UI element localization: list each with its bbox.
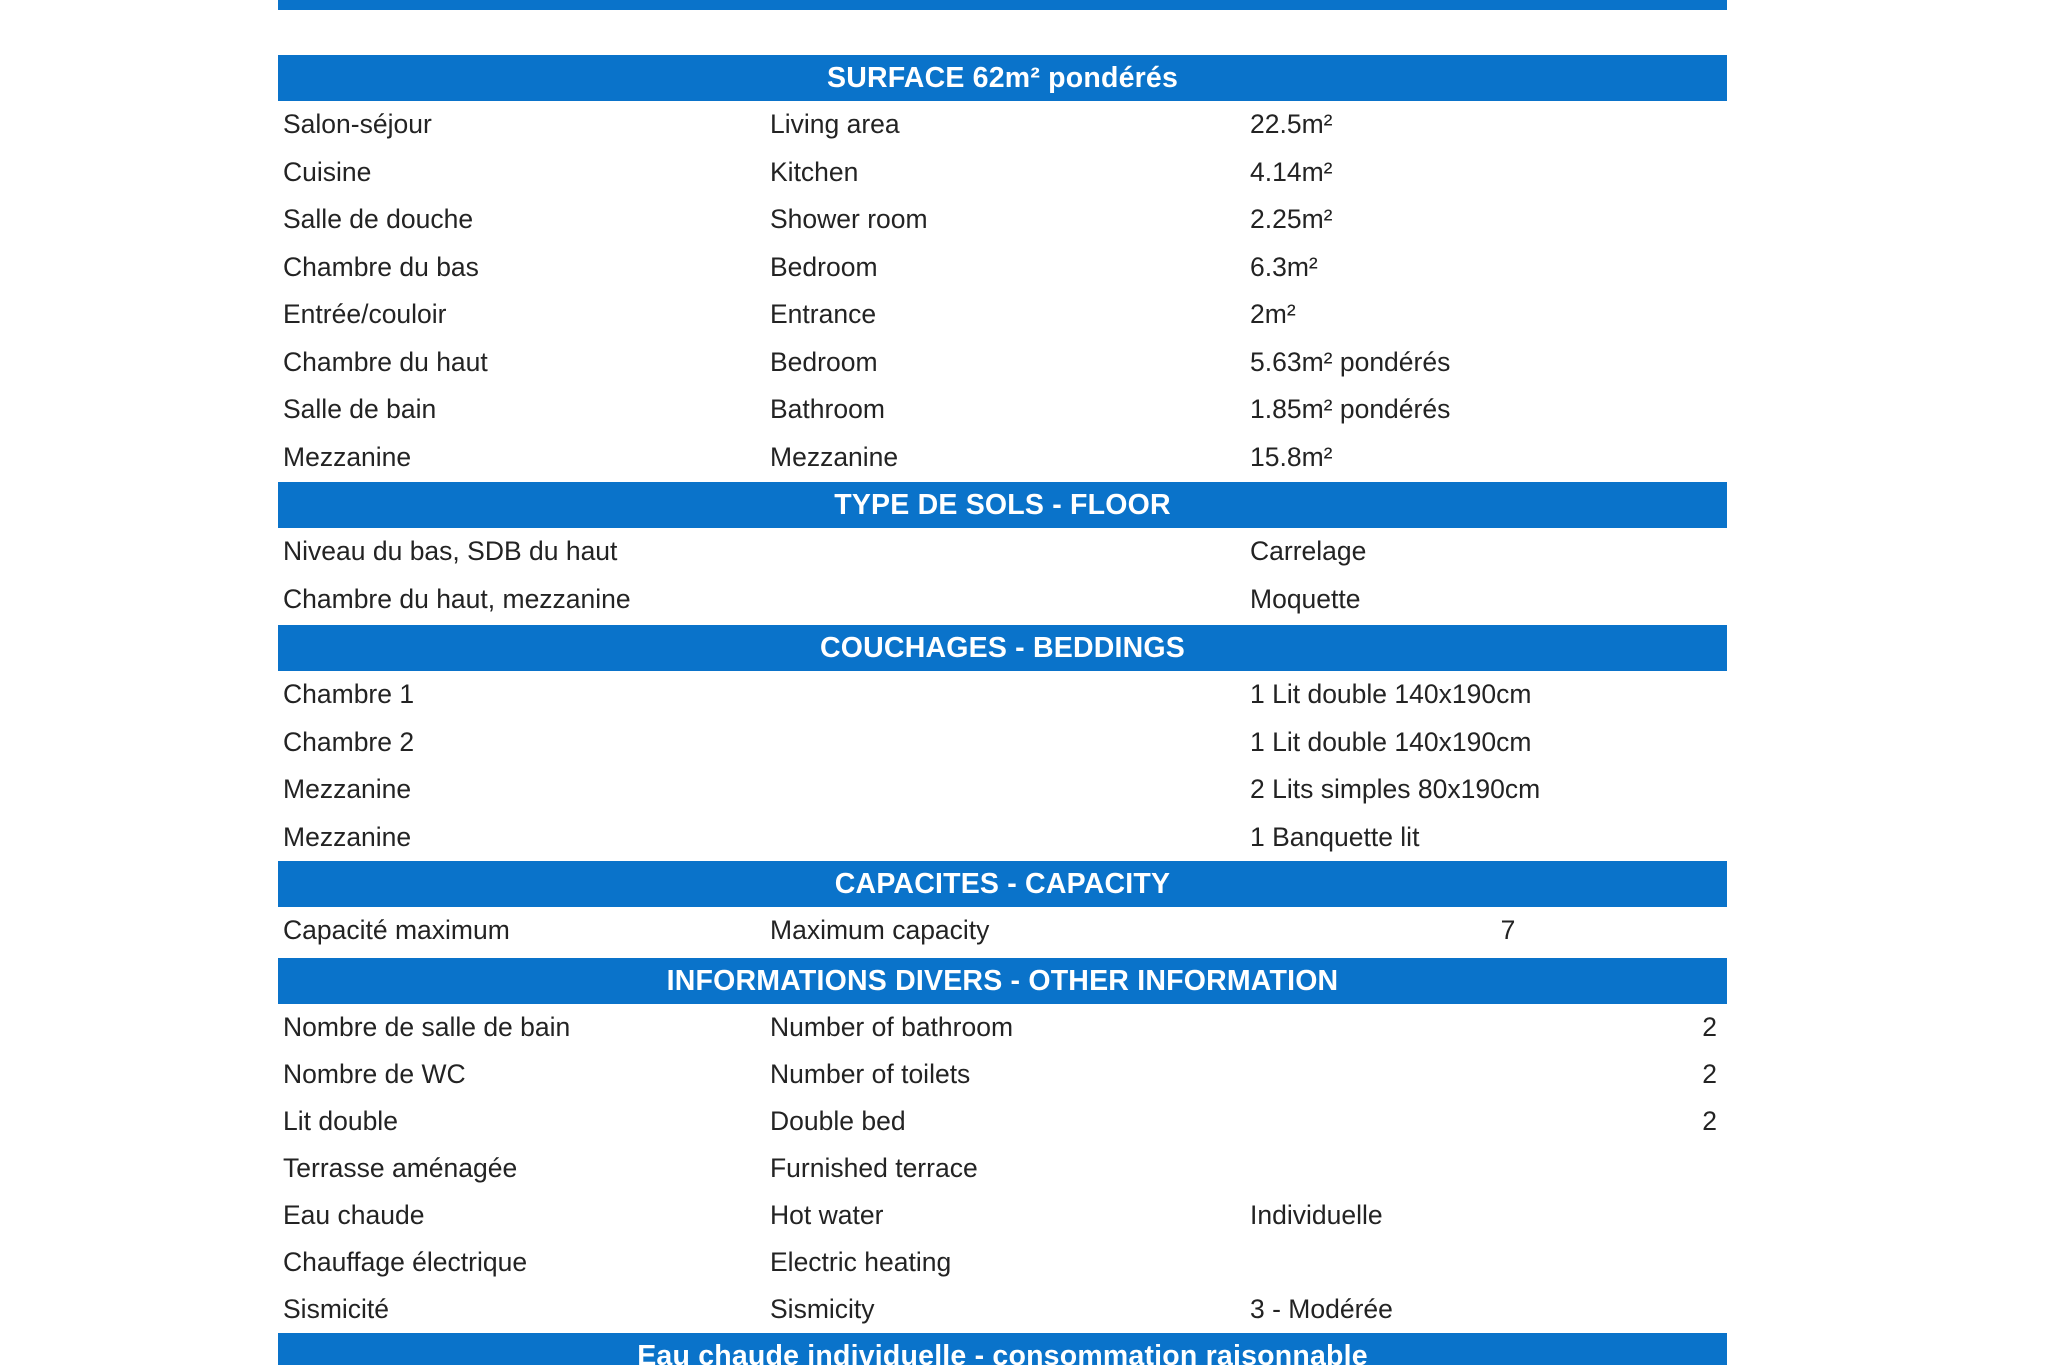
table-row <box>278 434 1727 482</box>
value: 2m² <box>1250 299 1296 329</box>
section-header-hot-water-note <box>278 1333 1727 1365</box>
label-en: Bathroom <box>770 394 885 424</box>
label-en: Sismicity <box>770 1294 875 1324</box>
table-row <box>278 1145 1727 1192</box>
label-fr: Mezzanine <box>283 821 412 852</box>
table-row <box>278 1239 1727 1286</box>
value: 1 Lit double 140x190cm <box>1250 679 1532 709</box>
table-row <box>278 814 1727 862</box>
label-en: Number of toilets <box>770 1059 971 1089</box>
label-fr: Cuisine <box>283 156 372 187</box>
section-title: TYPE DE SOLS - FLOOR <box>834 489 1171 521</box>
label-fr: Terrasse aménagée <box>283 1153 518 1183</box>
table-row <box>278 101 1727 149</box>
value: 1 Lit double 140x190cm <box>1250 726 1532 757</box>
label-fr: Eau chaude <box>283 1200 425 1230</box>
section-title: INFORMATIONS DIVERS - OTHER INFORMATION <box>666 965 1339 997</box>
capacity-rows <box>278 907 1727 955</box>
label-fr: Salle de bain <box>283 394 437 424</box>
value: 22.5m² <box>1250 109 1333 139</box>
value: 4.14m² <box>1250 156 1333 187</box>
table-row <box>278 766 1727 814</box>
label-fr: Mezzanine <box>283 774 412 804</box>
section-header-surface <box>278 55 1727 101</box>
label-en: Maximum capacity <box>770 915 990 945</box>
value: 1.85m² pondérés <box>1250 394 1451 424</box>
table-row <box>278 1098 1727 1145</box>
label-fr: Nombre de salle de bain <box>283 1012 571 1042</box>
label-en: Shower room <box>770 204 928 234</box>
table-row <box>278 576 1727 624</box>
table-row <box>278 907 1727 955</box>
section-title: CAPACITES - CAPACITY <box>834 868 1171 900</box>
label-fr: Mezzanine <box>283 441 412 472</box>
label-fr: Chambre 1 <box>283 679 415 709</box>
table-row <box>278 386 1727 434</box>
table-row <box>278 149 1727 197</box>
section-header-capacity <box>278 861 1727 907</box>
value: 5.63m² pondérés <box>1250 346 1451 377</box>
label-fr: Salle de douche <box>283 204 474 234</box>
table-row <box>278 528 1727 576</box>
top-section-bar-partial <box>278 0 1727 10</box>
value: 1 Banquette lit <box>1250 821 1420 852</box>
label-fr: Chambre du haut <box>283 346 488 377</box>
table-row <box>278 196 1727 244</box>
value: 7 <box>1500 915 1516 945</box>
label-en: Bedroom <box>770 346 878 377</box>
label-en: Double bed <box>770 1106 906 1136</box>
section-title: COUCHAGES - BEDDINGS <box>819 632 1186 664</box>
label-fr: Chambre 2 <box>283 726 415 757</box>
section-header-floor <box>278 482 1727 528</box>
label-fr: Entrée/couloir <box>283 299 447 329</box>
value: 2 <box>1702 1012 1717 1042</box>
value: 2 <box>1702 1059 1717 1089</box>
table-row <box>278 1051 1727 1098</box>
table-row <box>278 1192 1727 1239</box>
value: Individuelle <box>1250 1200 1383 1230</box>
label-fr: Chambre du bas <box>283 251 479 282</box>
table-row <box>278 1286 1727 1333</box>
label-fr: Nombre de WC <box>283 1059 466 1089</box>
table-row <box>278 1004 1727 1051</box>
value: Carrelage <box>1250 536 1367 566</box>
table-row <box>278 719 1727 767</box>
label-fr: Chauffage électrique <box>283 1247 528 1277</box>
label-fr: Sismicité <box>283 1294 390 1324</box>
label-fr: Salon-séjour <box>283 109 432 139</box>
value: 3 - Modérée <box>1250 1294 1393 1324</box>
label-en: Hot water <box>770 1200 884 1230</box>
section-header-other-information <box>278 958 1727 1004</box>
beddings-rows <box>278 671 1727 861</box>
value: 2 <box>1702 1106 1717 1136</box>
table-row <box>278 244 1727 292</box>
surface-rows <box>278 101 1727 481</box>
floor-rows <box>278 528 1727 623</box>
label-en: Living area <box>770 109 900 139</box>
section-title: SURFACE 62m² pondérés <box>826 62 1179 94</box>
label-fr: Lit double <box>283 1106 398 1136</box>
value: 15.8m² <box>1250 441 1333 472</box>
label-fr: Niveau du bas, SDB du haut <box>283 536 618 566</box>
label-fr: Chambre du haut, mezzanine <box>283 583 631 614</box>
table-row <box>278 339 1727 387</box>
label-en: Bedroom <box>770 251 878 282</box>
label-en: Entrance <box>770 299 877 329</box>
label-fr: Capacité maximum <box>283 915 510 945</box>
table-row <box>278 291 1727 339</box>
other-information-rows <box>278 1004 1727 1333</box>
section-title: Eau chaude individuelle - consommation raisonnable <box>637 1340 1368 1365</box>
label-en: Mezzanine <box>770 441 899 472</box>
label-en: Electric heating <box>770 1247 952 1277</box>
label-en: Number of bathroom <box>770 1012 1014 1042</box>
section-header-beddings <box>278 625 1727 671</box>
label-en: Furnished terrace <box>770 1153 978 1183</box>
table-row <box>278 671 1727 719</box>
label-en: Kitchen <box>770 156 859 187</box>
value: Moquette <box>1250 583 1361 614</box>
value: 6.3m² <box>1250 251 1318 282</box>
value: 2 Lits simples 80x190cm <box>1250 774 1541 804</box>
value: 2.25m² <box>1250 204 1333 234</box>
